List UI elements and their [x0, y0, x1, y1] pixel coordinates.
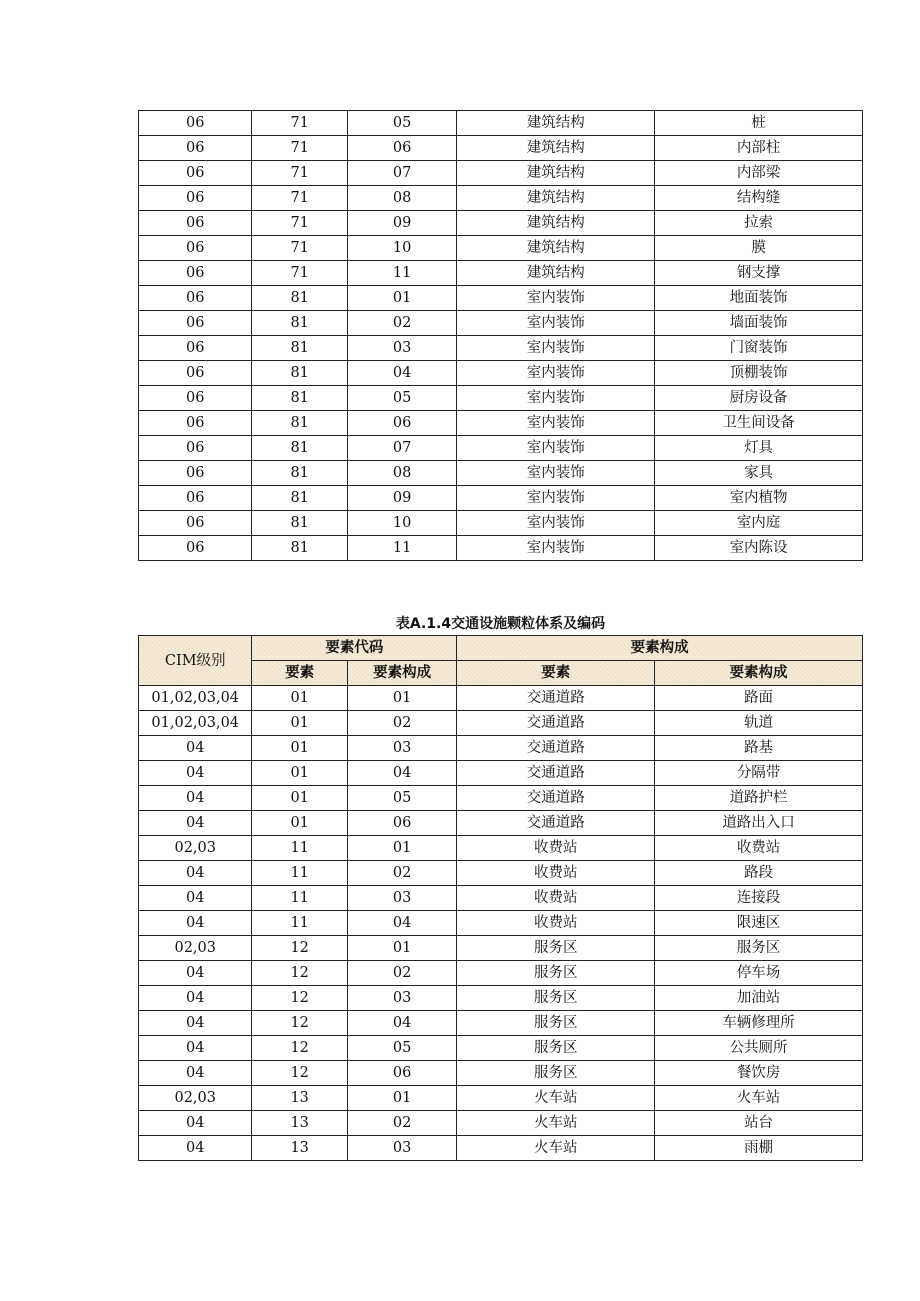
composition-code-cell: 02 [347, 961, 456, 986]
element-cell: 服务区 [457, 961, 655, 986]
element-cell: 室内装饰 [457, 386, 655, 411]
composition-cell: 室内陈设 [655, 536, 863, 561]
composition-cell: 站台 [655, 1111, 863, 1136]
composition-cell: 停车场 [655, 961, 863, 986]
table-row [139, 1136, 863, 1161]
table-row [139, 936, 863, 961]
element-code-cell: 81 [252, 511, 347, 536]
header-sub-composition: 要素构成 [347, 661, 456, 686]
composition-code-cell: 04 [347, 1011, 456, 1036]
table-row [139, 1111, 863, 1136]
composition-code-cell: 04 [347, 361, 456, 386]
composition-code-cell: 06 [347, 1061, 456, 1086]
cim-level-cell: 06 [139, 436, 252, 461]
table-row [139, 836, 863, 861]
composition-code-cell: 02 [347, 711, 456, 736]
cim-level-cell: 06 [139, 461, 252, 486]
composition-code-cell: 01 [347, 936, 456, 961]
composition-code-cell: 07 [347, 161, 456, 186]
element-code-cell: 01 [252, 736, 347, 761]
composition-code-cell: 06 [347, 136, 456, 161]
composition-code-cell: 03 [347, 886, 456, 911]
table-row [139, 1086, 863, 1111]
table-row [139, 1036, 863, 1061]
element-cell: 建筑结构 [457, 161, 655, 186]
cim-level-cell: 04 [139, 911, 252, 936]
element-cell: 交通道路 [457, 786, 655, 811]
table-row [139, 161, 863, 186]
element-cell: 收费站 [457, 836, 655, 861]
cim-level-cell: 02,03 [139, 936, 252, 961]
table-row [139, 886, 863, 911]
header-element-composition: 要素构成 [457, 636, 863, 661]
composition-cell: 连接段 [655, 886, 863, 911]
element-cell: 建筑结构 [457, 111, 655, 136]
composition-cell: 限速区 [655, 911, 863, 936]
cim-level-cell: 06 [139, 236, 252, 261]
composition-cell: 卫生间设备 [655, 411, 863, 436]
element-cell: 交通道路 [457, 711, 655, 736]
table-row [139, 311, 863, 336]
table-row [139, 486, 863, 511]
composition-cell: 火车站 [655, 1086, 863, 1111]
element-cell: 室内装饰 [457, 511, 655, 536]
element-cell: 室内装饰 [457, 486, 655, 511]
composition-code-cell: 10 [347, 511, 456, 536]
composition-code-cell: 01 [347, 686, 456, 711]
cim-level-cell: 01,02,03,04 [139, 711, 252, 736]
composition-cell: 桩 [655, 111, 863, 136]
cim-level-cell: 06 [139, 286, 252, 311]
composition-cell: 拉索 [655, 211, 863, 236]
table-row [139, 386, 863, 411]
composition-cell: 分隔带 [655, 761, 863, 786]
composition-code-cell: 04 [347, 911, 456, 936]
element-cell: 火车站 [457, 1136, 655, 1161]
cim-level-cell: 04 [139, 961, 252, 986]
element-code-cell: 12 [252, 961, 347, 986]
composition-code-cell: 02 [347, 1111, 456, 1136]
composition-cell: 车辆修理所 [655, 1011, 863, 1036]
element-cell: 交通道路 [457, 736, 655, 761]
element-code-cell: 01 [252, 761, 347, 786]
table-row [139, 236, 863, 261]
element-cell: 室内装饰 [457, 436, 655, 461]
composition-cell: 门窗装饰 [655, 336, 863, 361]
element-cell: 服务区 [457, 1011, 655, 1036]
composition-cell: 内部梁 [655, 161, 863, 186]
element-code-cell: 71 [252, 161, 347, 186]
table-row [139, 786, 863, 811]
table-row [139, 136, 863, 161]
header-sub-element: 要素 [252, 661, 347, 686]
table-row [139, 461, 863, 486]
cim-level-cell: 04 [139, 986, 252, 1011]
table-row [139, 986, 863, 1011]
element-code-cell: 81 [252, 411, 347, 436]
composition-code-cell: 02 [347, 311, 456, 336]
composition-cell: 收费站 [655, 836, 863, 861]
composition-cell: 室内植物 [655, 486, 863, 511]
composition-code-cell: 09 [347, 211, 456, 236]
element-code-cell: 01 [252, 686, 347, 711]
table-caption: 表A.1.4交通设施颗粒体系及编码 [395, 616, 606, 632]
composition-cell: 道路出入口 [655, 811, 863, 836]
cim-level-cell: 01,02,03,04 [139, 686, 252, 711]
element-code-cell: 11 [252, 861, 347, 886]
composition-cell: 内部柱 [655, 136, 863, 161]
composition-code-cell: 06 [347, 411, 456, 436]
table-row [139, 411, 863, 436]
element-cell: 火车站 [457, 1086, 655, 1111]
element-cell: 服务区 [457, 1036, 655, 1061]
table-row [139, 336, 863, 361]
element-code-cell: 01 [252, 711, 347, 736]
cim-level-cell: 04 [139, 786, 252, 811]
table-row [139, 861, 863, 886]
element-cell: 收费站 [457, 861, 655, 886]
cim-level-cell: 02,03 [139, 1086, 252, 1111]
cim-level-cell: 04 [139, 1061, 252, 1086]
composition-cell: 室内庭 [655, 511, 863, 536]
element-code-cell: 13 [252, 1086, 347, 1111]
header-sub-composition-2: 要素构成 [655, 661, 863, 686]
composition-code-cell: 08 [347, 461, 456, 486]
cim-level-cell: 06 [139, 386, 252, 411]
table-header [139, 636, 863, 686]
composition-cell: 餐饮房 [655, 1061, 863, 1086]
cim-level-cell: 06 [139, 361, 252, 386]
table-row [139, 711, 863, 736]
composition-cell: 道路护栏 [655, 786, 863, 811]
composition-code-cell: 06 [347, 811, 456, 836]
element-cell: 建筑结构 [457, 186, 655, 211]
element-code-cell: 12 [252, 936, 347, 961]
composition-code-cell: 07 [347, 436, 456, 461]
element-cell: 室内装饰 [457, 311, 655, 336]
element-cell: 服务区 [457, 1061, 655, 1086]
composition-code-cell: 11 [347, 536, 456, 561]
element-cell: 火车站 [457, 1111, 655, 1136]
element-code-cell: 81 [252, 436, 347, 461]
composition-cell: 灯具 [655, 436, 863, 461]
element-cell: 建筑结构 [457, 136, 655, 161]
cim-level-cell: 06 [139, 161, 252, 186]
element-code-cell: 71 [252, 186, 347, 211]
composition-code-cell: 02 [347, 861, 456, 886]
table-row [139, 436, 863, 461]
composition-cell: 轨道 [655, 711, 863, 736]
composition-cell: 路基 [655, 736, 863, 761]
composition-cell: 家具 [655, 461, 863, 486]
cim-level-cell: 04 [139, 1011, 252, 1036]
composition-code-cell: 01 [347, 1086, 456, 1111]
cim-level-cell: 04 [139, 1136, 252, 1161]
cim-level-cell: 06 [139, 336, 252, 361]
table-row [139, 286, 863, 311]
table-row [139, 761, 863, 786]
cim-level-cell: 04 [139, 861, 252, 886]
table-row [139, 186, 863, 211]
element-code-cell: 81 [252, 461, 347, 486]
cim-level-cell: 06 [139, 411, 252, 436]
element-cell: 服务区 [457, 986, 655, 1011]
element-cell: 室内装饰 [457, 336, 655, 361]
element-cell: 室内装饰 [457, 411, 655, 436]
composition-cell: 结构缝 [655, 186, 863, 211]
element-code-cell: 81 [252, 286, 347, 311]
element-code-cell: 81 [252, 361, 347, 386]
cim-level-cell: 06 [139, 211, 252, 236]
element-code-cell: 12 [252, 1061, 347, 1086]
cim-level-cell: 04 [139, 811, 252, 836]
building-elements-table [138, 110, 863, 561]
cim-level-cell: 06 [139, 261, 252, 286]
cim-level-cell: 04 [139, 1036, 252, 1061]
cim-level-cell: 06 [139, 311, 252, 336]
element-code-cell: 13 [252, 1111, 347, 1136]
composition-code-cell: 05 [347, 786, 456, 811]
element-cell: 收费站 [457, 911, 655, 936]
composition-cell: 顶棚装饰 [655, 361, 863, 386]
table-row [139, 736, 863, 761]
element-cell: 交通道路 [457, 761, 655, 786]
element-cell: 建筑结构 [457, 261, 655, 286]
element-code-cell: 81 [252, 536, 347, 561]
cim-level-cell: 06 [139, 511, 252, 536]
cim-level-cell: 02,03 [139, 836, 252, 861]
table-row [139, 511, 863, 536]
transport-facilities-table [138, 635, 863, 1161]
table-row [139, 111, 863, 136]
element-code-cell: 81 [252, 336, 347, 361]
cim-level-cell: 06 [139, 486, 252, 511]
cim-level-cell: 04 [139, 1111, 252, 1136]
composition-code-cell: 01 [347, 836, 456, 861]
composition-code-cell: 05 [347, 111, 456, 136]
cim-level-cell: 04 [139, 736, 252, 761]
table-row [139, 811, 863, 836]
composition-cell: 加油站 [655, 986, 863, 1011]
element-code-cell: 81 [252, 386, 347, 411]
element-code-cell: 11 [252, 886, 347, 911]
cim-level-cell: 04 [139, 886, 252, 911]
composition-cell: 路段 [655, 861, 863, 886]
header-element-code: 要素代码 [252, 636, 457, 661]
table-row [139, 961, 863, 986]
building-elements-table-body [139, 111, 863, 561]
element-code-cell: 11 [252, 911, 347, 936]
composition-cell: 雨棚 [655, 1136, 863, 1161]
composition-code-cell: 05 [347, 1036, 456, 1061]
table-row [139, 686, 863, 711]
element-cell: 室内装饰 [457, 536, 655, 561]
composition-cell: 服务区 [655, 936, 863, 961]
element-cell: 交通道路 [457, 811, 655, 836]
element-code-cell: 13 [252, 1136, 347, 1161]
element-cell: 室内装饰 [457, 286, 655, 311]
element-code-cell: 12 [252, 1036, 347, 1061]
element-code-cell: 71 [252, 261, 347, 286]
table-row [139, 361, 863, 386]
table-row [139, 1061, 863, 1086]
element-code-cell: 12 [252, 986, 347, 1011]
element-code-cell: 12 [252, 1011, 347, 1036]
cim-level-cell: 06 [139, 136, 252, 161]
header-sub-element-2: 要素 [457, 661, 655, 686]
table-row [139, 211, 863, 236]
table-row [139, 536, 863, 561]
element-cell: 室内装饰 [457, 461, 655, 486]
element-code-cell: 11 [252, 836, 347, 861]
composition-cell: 公共厕所 [655, 1036, 863, 1061]
composition-code-cell: 09 [347, 486, 456, 511]
composition-code-cell: 03 [347, 1136, 456, 1161]
composition-code-cell: 11 [347, 261, 456, 286]
table-row [139, 911, 863, 936]
table-row [139, 1011, 863, 1036]
element-code-cell: 01 [252, 786, 347, 811]
composition-code-cell: 10 [347, 236, 456, 261]
composition-cell: 墙面装饰 [655, 311, 863, 336]
element-cell: 服务区 [457, 936, 655, 961]
composition-code-cell: 04 [347, 761, 456, 786]
composition-code-cell: 03 [347, 986, 456, 1011]
element-code-cell: 71 [252, 136, 347, 161]
composition-code-cell: 03 [347, 336, 456, 361]
element-code-cell: 71 [252, 211, 347, 236]
composition-cell: 厨房设备 [655, 386, 863, 411]
table-row [139, 261, 863, 286]
composition-cell: 膜 [655, 236, 863, 261]
header-cim-level: CIM级别 [139, 636, 252, 686]
element-code-cell: 81 [252, 311, 347, 336]
cim-level-cell: 06 [139, 186, 252, 211]
element-cell: 室内装饰 [457, 361, 655, 386]
composition-code-cell: 05 [347, 386, 456, 411]
element-cell: 建筑结构 [457, 211, 655, 236]
element-cell: 交通道路 [457, 686, 655, 711]
element-cell: 收费站 [457, 886, 655, 911]
element-code-cell: 71 [252, 236, 347, 261]
composition-code-cell: 08 [347, 186, 456, 211]
composition-cell: 路面 [655, 686, 863, 711]
element-code-cell: 81 [252, 486, 347, 511]
composition-code-cell: 03 [347, 736, 456, 761]
composition-cell: 钢支撑 [655, 261, 863, 286]
element-code-cell: 71 [252, 111, 347, 136]
cim-level-cell: 06 [139, 111, 252, 136]
cim-level-cell: 04 [139, 761, 252, 786]
transport-facilities-table-body [139, 686, 863, 1161]
composition-code-cell: 01 [347, 286, 456, 311]
element-cell: 建筑结构 [457, 236, 655, 261]
element-code-cell: 01 [252, 811, 347, 836]
cim-level-cell: 06 [139, 536, 252, 561]
composition-cell: 地面装饰 [655, 286, 863, 311]
